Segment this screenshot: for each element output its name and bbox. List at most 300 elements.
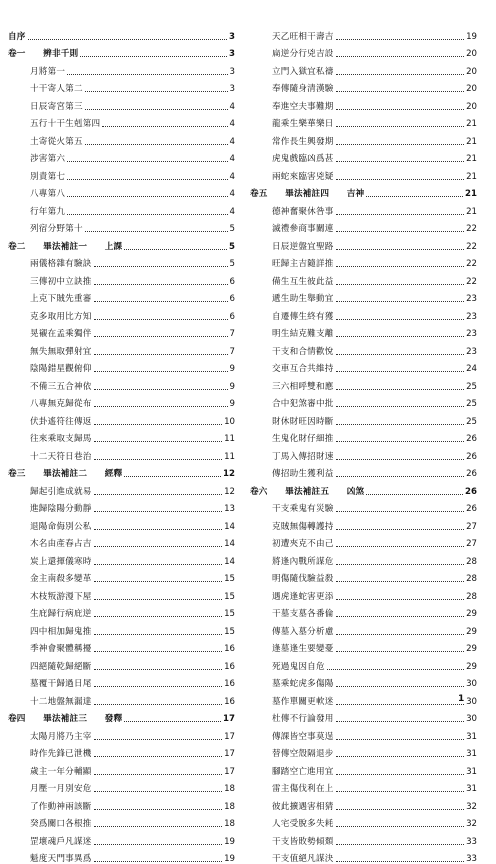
toc-entry-page: 27 [466, 522, 477, 532]
toc-entry[interactable] [250, 147, 477, 165]
toc-entry[interactable] [250, 654, 477, 672]
dot-leader [94, 861, 223, 862]
toc-entry[interactable] [8, 304, 235, 322]
dot-leader [336, 301, 465, 302]
toc-entry-title: 月將第一 [30, 67, 65, 77]
toc-entry-page: 4 [230, 172, 235, 182]
toc-entry[interactable] [8, 217, 235, 235]
toc-entry[interactable] [250, 829, 477, 847]
toc-entry[interactable] [8, 479, 235, 497]
toc-entry[interactable] [250, 24, 477, 42]
dot-leader [336, 126, 465, 127]
toc-entry[interactable] [250, 252, 477, 270]
toc-entry-title: 不備三五合神依 [30, 382, 92, 392]
toc-entry-title: 了作動神兩該斷 [30, 802, 92, 812]
dot-leader [85, 144, 228, 145]
toc-entry-page: 4 [230, 102, 235, 112]
toc-entry-page: 14 [224, 557, 235, 567]
toc-entry-page: 14 [224, 522, 235, 532]
toc-entry[interactable] [250, 409, 477, 427]
toc-entry[interactable] [8, 112, 235, 130]
toc-entry-title: 涉害第六 [30, 154, 65, 164]
toc-entry-title: 將逢內戰所謀危 [272, 557, 334, 567]
dot-leader [336, 214, 465, 215]
toc-entry-title: 克多取用比方知 [30, 312, 92, 322]
toc-entry-title: 墓作單關更軟迷 [272, 697, 334, 707]
toc-entry[interactable] [250, 777, 477, 795]
toc-entry-title: 日辰寄宮第三 [30, 102, 83, 112]
toc-entry-title: 魁度天門事異爲 [30, 854, 92, 864]
dot-leader [94, 756, 223, 757]
toc-entry-title: 干支值絕凡謀決 [272, 854, 334, 864]
toc-entry-title: 虎鬼戲臨凶爲甚 [272, 154, 334, 164]
toc-entry-page: 26 [465, 487, 477, 497]
toc-entry[interactable] [8, 77, 235, 95]
toc-entry[interactable] [8, 409, 235, 427]
toc-left-column [8, 24, 235, 864]
toc-entry-title: 列宿分野第十 [30, 224, 83, 234]
dot-leader [336, 581, 465, 582]
toc-entry[interactable] [250, 269, 477, 287]
toc-entry[interactable] [8, 689, 235, 707]
toc-entry[interactable] [250, 532, 477, 550]
toc-entry[interactable] [250, 637, 477, 655]
toc-entry-page: 30 [466, 697, 477, 707]
dot-leader [336, 861, 465, 862]
toc-entry-page: 21 [466, 172, 477, 182]
toc-entry-page: 28 [466, 557, 477, 567]
toc-entry-page: 23 [466, 294, 477, 304]
toc-entry-title: 三傳初中立訣推 [30, 277, 92, 287]
toc-entry[interactable] [8, 619, 235, 637]
dot-leader [336, 511, 465, 512]
toc-entry-title: 日辰逆盤宜聖路 [272, 242, 334, 252]
toc-entry-page: 21 [466, 207, 477, 217]
toc-entry[interactable] [250, 794, 477, 812]
toc-entry[interactable] [8, 794, 235, 812]
toc-entry-page: 16 [224, 679, 235, 689]
toc-entry-page: 26 [466, 504, 477, 514]
dot-leader [336, 739, 465, 740]
toc-entry[interactable] [250, 584, 477, 602]
toc-entry-page: 15 [224, 627, 235, 637]
toc-entry[interactable] [8, 829, 235, 847]
toc-entry[interactable] [250, 77, 477, 95]
toc-entry-title: 歲主一年分輔顯 [30, 767, 92, 777]
toc-entry-title: 四中相加歸鬼推 [30, 627, 92, 637]
dot-leader [85, 91, 228, 92]
toc-entry[interactable] [8, 672, 235, 690]
dot-leader [94, 669, 223, 670]
toc-entry[interactable] [8, 427, 235, 445]
toc-entry-title: 初遭夾克不由己 [272, 539, 334, 549]
dot-leader [336, 354, 465, 355]
toc-entry-title: 晃襯在孟乘獨伴 [30, 329, 92, 339]
toc-entry[interactable] [8, 164, 235, 182]
toc-entry-page: 16 [224, 697, 235, 707]
dot-leader [336, 704, 465, 705]
toc-entry-page: 15 [224, 609, 235, 619]
dot-leader [336, 231, 465, 232]
toc-entry-title: 財休財旺因時斷 [272, 417, 334, 427]
toc-entry-title: 五行十干生剋第四 [30, 119, 100, 129]
toc-entry-page: 3 [229, 32, 235, 42]
toc-entry-page: 20 [466, 49, 477, 59]
toc-entry-page: 16 [224, 662, 235, 672]
toc-entry-page: 14 [224, 539, 235, 549]
toc-entry[interactable] [250, 619, 477, 637]
toc-entry[interactable] [250, 427, 477, 445]
toc-entry-page: 33 [466, 854, 477, 864]
toc-heading[interactable] [8, 24, 235, 42]
toc-entry-title: 干支和合情歡悅 [272, 347, 334, 357]
toc-entry[interactable] [250, 94, 477, 112]
toc-entry-title: 季神會聚體稱擾 [30, 644, 92, 654]
toc-entry-title: 死過鬼因自危 [272, 662, 325, 672]
toc-entry[interactable] [8, 637, 235, 655]
toc-entry-page: 22 [466, 242, 477, 252]
toc-entry-title: 干支乘鬼有災驗 [272, 504, 334, 514]
toc-entry-title: 卷六 畢法補註五 凶煞 [250, 487, 364, 497]
dot-leader [336, 91, 465, 92]
toc-heading[interactable] [8, 707, 235, 725]
toc-entry-page: 21 [466, 137, 477, 147]
dot-leader [67, 74, 227, 75]
toc-entry-title: 十二地盤無漏達 [30, 697, 92, 707]
dot-leader [94, 686, 223, 687]
toc-entry-title: 上克下賊先重審 [30, 294, 92, 304]
toc-entry-page: 12 [223, 469, 235, 479]
dot-leader [336, 144, 465, 145]
toc-entry-page: 10 [224, 417, 235, 427]
dot-leader [67, 196, 227, 197]
toc-entry-title: 別責第七 [30, 172, 65, 182]
toc-entry-page: 17 [223, 714, 235, 724]
toc-entry-title: 雷主傷伐利在上 [272, 784, 334, 794]
toc-entry-title: 備生互生彼此益 [272, 277, 334, 287]
toc-entry[interactable] [8, 847, 235, 864]
dot-leader [366, 196, 463, 197]
dot-leader [336, 406, 465, 407]
dot-leader [336, 774, 465, 775]
dot-leader [336, 721, 465, 722]
toc-entry[interactable] [250, 462, 477, 480]
toc-entry[interactable] [8, 549, 235, 567]
toc-entry[interactable] [8, 567, 235, 585]
dot-leader [336, 546, 465, 547]
dot-leader [28, 39, 227, 40]
toc-entry[interactable] [8, 777, 235, 795]
toc-entry-title: 卷一 辨非千則 [8, 49, 78, 59]
dot-leader [94, 266, 228, 267]
toc-entry[interactable] [250, 847, 477, 864]
toc-entry[interactable] [250, 112, 477, 130]
dot-leader [336, 371, 465, 372]
toc-entry-page: 15 [224, 592, 235, 602]
toc-entry-page: 18 [224, 784, 235, 794]
toc-entry-page: 29 [466, 644, 477, 654]
toc-entry-title: 土寄從火第五 [30, 137, 83, 147]
toc-entry[interactable] [250, 392, 477, 410]
toc-entry[interactable] [250, 812, 477, 830]
dot-leader [94, 389, 228, 390]
toc-entry[interactable] [250, 514, 477, 532]
toc-entry[interactable] [8, 182, 235, 200]
toc-entry-title: 逢墓逢生要變憂 [272, 644, 334, 654]
toc-entry-title: 卷四 畢法補註三 發釋 [8, 714, 122, 724]
dot-leader [94, 616, 223, 617]
toc-entry-title: 旺歸主吉隨詳推 [272, 259, 334, 269]
dot-leader [366, 494, 463, 495]
toc-entry-page: 32 [466, 819, 477, 829]
toc-entry-page: 19 [466, 32, 477, 42]
toc-entry[interactable] [250, 339, 477, 357]
toc-entry-title: 退陽命侮別公私 [30, 522, 92, 532]
dot-leader [336, 424, 465, 425]
toc-entry[interactable] [250, 357, 477, 375]
toc-entry[interactable] [250, 164, 477, 182]
toc-entry-title: 干墓支墓各番倫 [272, 609, 334, 619]
toc-entry[interactable] [8, 497, 235, 515]
toc-entry[interactable] [250, 287, 477, 305]
toc-entry-title: 無失無取彈射宜 [30, 347, 92, 357]
toc-entry-page: 7 [230, 329, 235, 339]
toc-entry[interactable] [250, 689, 477, 707]
toc-entry[interactable] [250, 759, 477, 777]
toc-entry[interactable] [250, 724, 477, 742]
toc-entry-page: 28 [466, 592, 477, 602]
toc-heading[interactable] [8, 42, 235, 60]
toc-entry-page: 29 [466, 662, 477, 672]
dot-leader [336, 441, 465, 442]
toc-entry-page: 23 [466, 329, 477, 339]
dot-leader [336, 651, 465, 652]
dot-leader [336, 249, 465, 250]
toc-entry[interactable] [250, 217, 477, 235]
dot-leader [80, 56, 227, 57]
toc-heading[interactable] [250, 182, 477, 200]
toc-entry[interactable] [250, 322, 477, 340]
toc-entry-page: 17 [224, 767, 235, 777]
toc-entry-page: 4 [230, 154, 235, 164]
toc-entry-page: 9 [230, 399, 235, 409]
toc-entry-title: 遞生助生舉動宜 [272, 294, 334, 304]
toc-entry-title: 兩蛇來臨害兇疑 [272, 172, 334, 182]
toc-entry-title: 彼此擴遇害相猜 [272, 802, 334, 812]
dot-leader [67, 161, 227, 162]
toc-entry[interactable] [8, 94, 235, 112]
toc-entry-title: 滅禮參商事關連 [272, 224, 334, 234]
dot-leader [67, 214, 227, 215]
toc-entry[interactable] [8, 654, 235, 672]
dot-leader [336, 844, 465, 845]
toc-entry[interactable] [250, 42, 477, 60]
toc-entry-title: 金主南殺多變革 [30, 574, 92, 584]
dot-leader [94, 651, 223, 652]
dot-leader [94, 284, 228, 285]
toc-entry[interactable] [8, 287, 235, 305]
toc-entry[interactable] [8, 374, 235, 392]
toc-entry[interactable] [250, 304, 477, 322]
toc-entry-page: 26 [466, 469, 477, 479]
toc-heading[interactable] [8, 462, 235, 480]
toc-entry-page: 32 [466, 802, 477, 812]
toc-entry-title: 八專無克歸從布 [30, 399, 92, 409]
toc-entry-title: 月壓一月別安危 [30, 784, 92, 794]
dot-leader [336, 809, 465, 810]
toc-entry[interactable] [250, 549, 477, 567]
toc-entry-page: 5 [229, 242, 235, 252]
toc-entry[interactable] [250, 742, 477, 760]
toc-entry-page: 5 [230, 259, 235, 269]
toc-entry-page: 4 [230, 207, 235, 217]
toc-entry[interactable] [250, 602, 477, 620]
toc-entry[interactable] [250, 59, 477, 77]
toc-entry-page: 25 [466, 417, 477, 427]
toc-entry[interactable] [8, 129, 235, 147]
toc-entry-title: 四絕隨乾歸絕斷 [30, 662, 92, 672]
toc-entry-title: 遇虎逢蛇害更添 [272, 592, 334, 602]
dot-leader [124, 249, 227, 250]
toc-entry[interactable] [250, 199, 477, 217]
dot-leader [94, 529, 223, 530]
toc-entry[interactable] [8, 147, 235, 165]
dot-leader [336, 74, 465, 75]
toc-entry-title: 傳課皆空事莫逞 [272, 732, 334, 742]
toc-entry-page: 13 [224, 504, 235, 514]
dot-leader [94, 809, 223, 810]
toc-entry-page: 33 [466, 837, 477, 847]
toc-entry[interactable] [8, 812, 235, 830]
toc-entry-title: 癸爲關口各根推 [30, 819, 92, 829]
dot-leader [94, 424, 223, 425]
toc-entry-title: 龍乘生樂華樂日 [272, 119, 334, 129]
toc-entry-page: 18 [224, 802, 235, 812]
toc-entry-page: 31 [466, 784, 477, 794]
toc-right-column [250, 24, 477, 864]
toc-entry-page: 9 [230, 364, 235, 374]
toc-entry-page: 17 [224, 732, 235, 742]
toc-entry-title: 杜傳不行論發用 [272, 714, 334, 724]
toc-entry-title: 奉進空夫事難期 [272, 102, 334, 112]
dot-leader [102, 126, 227, 127]
toc-entry-page: 3 [230, 67, 235, 77]
toc-entry-page: 30 [466, 679, 477, 689]
dot-leader [336, 319, 465, 320]
toc-entry[interactable] [8, 584, 235, 602]
toc-entry-title: 交車互合共維持 [272, 364, 334, 374]
toc-entry-page: 21 [466, 119, 477, 129]
dot-leader [85, 231, 228, 232]
toc-entry[interactable] [8, 269, 235, 287]
toc-entry[interactable] [8, 724, 235, 742]
dot-leader [336, 336, 465, 337]
toc-entry-page: 27 [466, 539, 477, 549]
toc-entry[interactable] [8, 444, 235, 462]
dot-leader [94, 511, 223, 512]
toc-entry[interactable] [8, 532, 235, 550]
toc-entry-page: 29 [466, 609, 477, 619]
dot-leader [94, 826, 223, 827]
toc-entry-page: 4 [230, 189, 235, 199]
toc-entry[interactable] [250, 234, 477, 252]
toc-entry[interactable] [8, 759, 235, 777]
dot-leader [336, 634, 465, 635]
toc-entry[interactable] [8, 602, 235, 620]
toc-entry-page: 7 [230, 347, 235, 357]
dot-leader [336, 161, 465, 162]
toc-entry[interactable] [250, 707, 477, 725]
toc-entry[interactable] [8, 199, 235, 217]
dot-leader [94, 844, 223, 845]
toc-entry-title: 卷二 畢法補註一 上課 [8, 242, 122, 252]
toc-entry-page: 11 [224, 452, 235, 462]
toc-entry[interactable] [250, 672, 477, 690]
toc-entry-title: 德神奮聚休咎事 [272, 207, 334, 217]
toc-heading[interactable] [8, 234, 235, 252]
dot-leader [94, 546, 223, 547]
toc-entry-title: 十干寄人第二 [30, 84, 83, 94]
toc-entry-title: 木枝叛游漫下屋 [30, 592, 92, 602]
toc-entry[interactable] [8, 392, 235, 410]
toc-entry-page: 6 [230, 312, 235, 322]
toc-entry-page: 6 [230, 294, 235, 304]
toc-entry-title: 丁馬入傳招財速 [272, 452, 334, 462]
toc-entry-page: 4 [230, 137, 235, 147]
toc-entry-page: 20 [466, 102, 477, 112]
dot-leader [336, 686, 465, 687]
toc-entry[interactable] [8, 252, 235, 270]
toc-entry-title: 替傳空殼隔退步 [272, 749, 334, 759]
toc-entry[interactable] [8, 322, 235, 340]
dot-leader [336, 39, 465, 40]
toc-heading[interactable] [250, 479, 477, 497]
toc-entry-page: 31 [466, 767, 477, 777]
dot-leader [85, 109, 228, 110]
toc-entry-title: 墓覆干歸過日尾 [30, 679, 92, 689]
toc-entry-page: 6 [230, 277, 235, 287]
dot-leader [124, 721, 221, 722]
toc-entry-title: 常作長生興發期 [272, 137, 334, 147]
toc-entry-title: 人宅受脫多失耗 [272, 819, 334, 829]
toc-entry-page: 20 [466, 84, 477, 94]
toc-entry-title: 克賊無傷轉護持 [272, 522, 334, 532]
toc-entry-page: 16 [224, 644, 235, 654]
toc-entry-title: 十二天符日巷治 [30, 452, 92, 462]
toc-entry[interactable] [8, 514, 235, 532]
toc-entry-title: 墓乘蛇虎多傷陽 [272, 679, 334, 689]
toc-entry[interactable] [250, 444, 477, 462]
toc-entry[interactable] [250, 567, 477, 585]
toc-entry-page: 26 [466, 434, 477, 444]
toc-entry[interactable] [250, 497, 477, 515]
toc-entry[interactable] [8, 339, 235, 357]
dot-leader [336, 599, 465, 600]
dot-leader [94, 704, 223, 705]
toc-entry-page: 31 [466, 749, 477, 759]
toc-entry-page: 25 [466, 382, 477, 392]
toc-entry[interactable] [8, 357, 235, 375]
toc-entry[interactable] [8, 742, 235, 760]
toc-entry[interactable] [8, 59, 235, 77]
toc-entry-title: 時作先鋒已泄機 [30, 749, 92, 759]
toc-entry-title: 八專第八 [30, 189, 65, 199]
dot-leader [336, 266, 465, 267]
toc-entry-page: 25 [466, 399, 477, 409]
toc-entry[interactable] [250, 374, 477, 392]
dot-leader [94, 634, 223, 635]
toc-entry[interactable] [250, 129, 477, 147]
